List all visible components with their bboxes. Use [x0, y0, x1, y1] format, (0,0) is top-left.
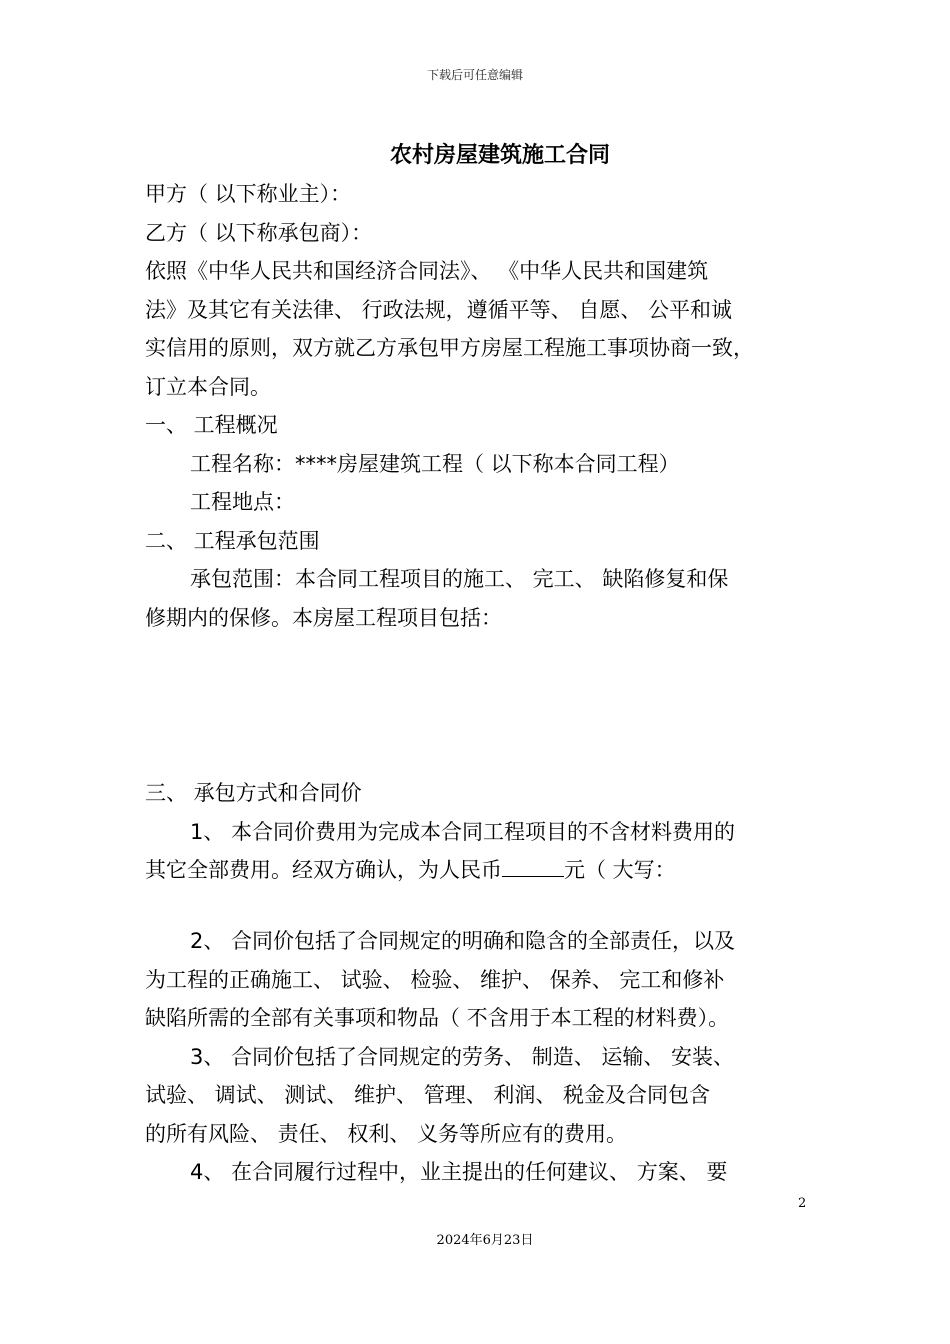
price-item1-line: 1、 本合同价费用为完成本合同工程项目的不含材料费用的 — [190, 819, 736, 844]
amount-blank — [502, 854, 564, 877]
price-item3-line: 试验、 调试、 测试、 维护、 管理、 利润、 税金及合同包含 — [145, 1083, 711, 1107]
price-item3-line: 的所有风险、 责任、 权利、 义务等所应有的费用。 — [145, 1121, 628, 1146]
section1-heading: 一、 工程概况 — [145, 413, 278, 437]
project-name-line: 工程名称：****房屋建筑工程（ 以下称本合同工程） — [190, 451, 680, 476]
preamble-line: 订立本合同。 — [145, 374, 271, 399]
scope-line: 修期内的保修。本房屋工程项目包括： — [145, 605, 502, 630]
price-item1-amount-line — [145, 851, 810, 890]
scope-line: 承包范围：本合同工程项目的施工、 完工、 缺陷修复和保 — [190, 567, 729, 591]
section2-heading: 二、 工程承包范围 — [145, 528, 320, 553]
preamble-line: 实信用的原则，双方就乙方承包甲方房屋工程施工事项协商一致， — [145, 336, 754, 360]
preamble-line: 法》及其它有关法律、 行政法规，遵循平等、 自愿、 公平和诚 — [145, 297, 733, 322]
party-a-line: 甲方（ 以下称业主）： — [145, 182, 352, 206]
party-b-line: 乙方（ 以下称承包商）： — [145, 220, 373, 245]
contract-body-section3 — [145, 774, 810, 890]
header-note: 下载后可任意编辑 — [426, 68, 523, 82]
price-item3-line: 3、 合同价包括了合同规定的劳务、 制造、 运输、 安装、 — [190, 1044, 735, 1069]
section3-heading: 三、 承包方式和合同价 — [145, 781, 362, 805]
page-number: 2 — [798, 1196, 807, 1211]
price-item2-line: 2、 合同价包括了合同规定的明确和隐含的全部责任，以及 — [190, 929, 736, 953]
contract-body-top — [145, 175, 810, 637]
price-item4-line: 4、 在合同履行过程中，业主提出的任何建议、 方案、 要 — [190, 1160, 728, 1184]
preamble-line: 依照《中华人民共和国经济合同法》、 《中华人民共和国建筑 — [145, 259, 709, 283]
document-title: 农村房屋建筑施工合同 — [389, 143, 610, 168]
price-item2-line: 为工程的正确施工、 试验、 检验、 维护、 保养、 完工和修补 — [145, 967, 725, 992]
project-location-line: 工程地点： — [190, 490, 295, 514]
footer-date: 2024年6月23日 — [436, 1233, 534, 1248]
price-text-after-blank: 元（ 大写： — [564, 858, 676, 882]
price-text-before-blank: 其它全部费用。经双方确认，为人民币 — [145, 858, 502, 882]
price-item2-line: 缺陷所需的全部有关事项和物品（ 不含用于本工程的材料费）。 — [145, 1006, 730, 1030]
contract-body-items — [145, 922, 810, 1192]
